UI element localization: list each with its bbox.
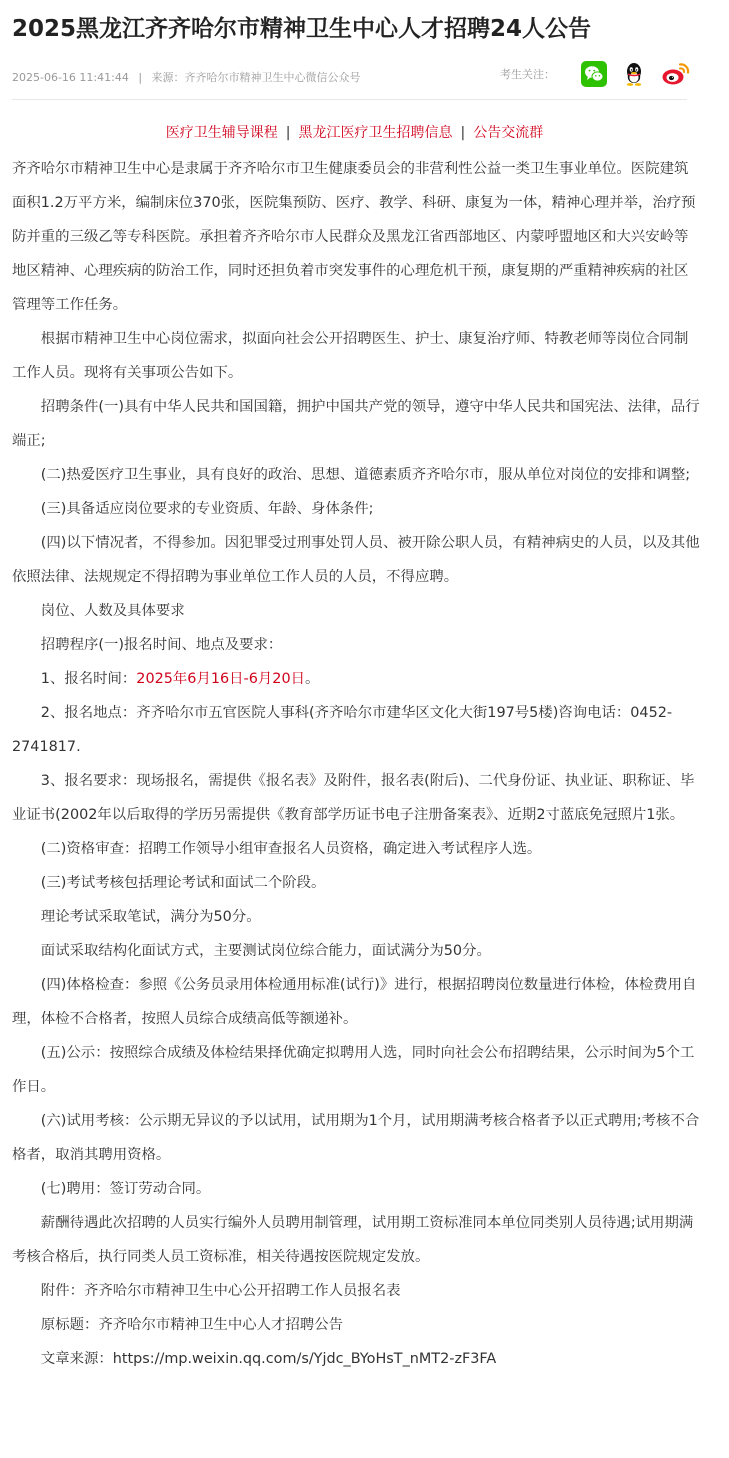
paragraph-text: (二)热爱医疗卫生事业，具有良好的政治、思想、道德素质齐齐哈尔市，服从单位对岗位的安排和调整;: [40, 467, 691, 483]
article-paragraph: [12, 1104, 700, 1172]
link-separator: |: [285, 125, 291, 141]
article-paragraph: [12, 832, 700, 866]
paragraph-text: 理论考试采取笔试，满分为50分。: [40, 909, 261, 925]
paragraph-text: (三)考试考核包括理论考试和面试二个阶段。: [40, 875, 326, 891]
paragraph-text: 面试采取结构化面试方式，主要测试岗位综合能力，面试满分为50分。: [40, 943, 491, 959]
link-exchange-group[interactable]: 公告交流群: [473, 125, 544, 141]
article-source: 来源：齐齐哈尔市精神卫生中心微信公众号: [151, 71, 361, 84]
article-paragraph: [12, 458, 700, 492]
link-medical-course[interactable]: 医疗卫生辅导课程: [165, 125, 278, 141]
paragraph-text: (六)试用考核：公示期无异议的予以试用，试用期为1个月，试用期满考核合格者予以正式聘用;考核不合格者，取消其聘用资格。: [12, 1113, 700, 1163]
article-paragraph: [12, 1172, 700, 1206]
wechat-icon[interactable]: [581, 61, 607, 87]
paragraph-text: 根据市精神卫生中心岗位需求，拟面向社会公开招聘医生、护士、康复治疗师、特教老师等岗位合同制工作人员。现将有关事项公告如下。: [12, 331, 689, 381]
paragraph-suffix: 。: [305, 671, 320, 687]
publish-datetime: 2025-06-16 11:41:44: [12, 71, 129, 84]
follow-label: 考生关注：: [500, 68, 555, 81]
paragraph-text: 1、报名时间：: [40, 671, 137, 687]
article-paragraph: [12, 900, 700, 934]
paragraph-text: 2、报名地点：齐齐哈尔市五官医院人事科(齐齐哈尔市建华区文化大街197号5楼)咨询电话：0452-2741817.: [12, 705, 673, 755]
weibo-icon[interactable]: [661, 61, 687, 87]
link-heilongjiang-recruitment[interactable]: 黑龙江医疗卫生招聘信息: [298, 125, 453, 141]
article-paragraph: [12, 696, 700, 764]
article-body: [12, 152, 700, 1376]
article-paragraph: [12, 934, 700, 968]
article-paragraph: [12, 968, 700, 1036]
paragraph-text: (四)以下情况者，不得参加。因犯罪受过刑事处罚人员、被开除公职人员，有精神病史的人员，以及其他依照法律、法规规定不得招聘为事业单位工作人员的人员，不得应聘。: [12, 535, 700, 585]
paragraph-text: 招聘程序(一)报名时间、地点及要求：: [40, 637, 283, 653]
article-meta: [12, 50, 687, 100]
paragraph-text: 文章来源：https://mp.weixin.qq.com/s/Yjdc_BYoHsT_nMT2-zF3FA: [40, 1351, 497, 1367]
paragraph-text: (四)体格检查：参照《公务员录用体检通用标准(试行)》进行，根据招聘岗位数量进行体检，体检费用自理，体检不合格者，按照人员综合成绩高低等额递补。: [12, 977, 697, 1027]
article-paragraph: [12, 526, 700, 594]
article-paragraph: [12, 492, 700, 526]
paragraph-text: 附件：齐齐哈尔市精神卫生中心公开招聘工作人员报名表: [40, 1283, 401, 1299]
article-paragraph: [12, 662, 700, 696]
article-paragraph: [12, 594, 700, 628]
article-paragraph: [12, 1308, 700, 1342]
article-title: 2025黑龙江齐齐哈尔市精神卫生中心人才招聘24人公告: [12, 16, 592, 42]
meta-divider: |: [138, 71, 143, 84]
article-paragraph: [12, 1274, 700, 1308]
follow-bar: [500, 60, 687, 88]
qq-icon[interactable]: [621, 61, 647, 87]
article-paragraph: [12, 1206, 700, 1274]
paragraph-text: 3、报名要求：现场报名，需提供《报名表》及附件，报名表(附后)、二代身份证、执业证、职称证、毕业证书(2002年以后取得的学历另需提供《教育部学历证书电子注册备案表》、近期2寸蓝底免冠照片1张。: [12, 773, 695, 823]
article-paragraph: [12, 1342, 700, 1376]
link-separator: |: [460, 125, 466, 141]
paragraph-text: 岗位、人数及具体要求: [40, 603, 185, 619]
paragraph-text: 薪酬待遇此次招聘的人员实行编外人员聘用制管理，试用期工资标准同本单位同类别人员待遇;试用期满考核合格后，执行同类人员工资标准，相关待遇按医院规定发放。: [12, 1215, 694, 1265]
meta-info: [12, 69, 361, 85]
article-paragraph: [12, 764, 700, 832]
paragraph-text: 原标题：齐齐哈尔市精神卫生中心人才招聘公告: [40, 1317, 344, 1333]
article-paragraph: [12, 1036, 700, 1104]
paragraph-text: (二)资格审查：招聘工作领导小组审查报名人员资格，确定进入考试程序人选。: [40, 841, 542, 857]
paragraph-text: 招聘条件(一)具有中华人民共和国国籍，拥护中国共产党的领导，遵守中华人民共和国宪法、法律，品行端正;: [12, 399, 700, 449]
paragraph-text: (七)聘用：签订劳动合同。: [40, 1181, 211, 1197]
article-paragraph: [12, 866, 700, 900]
article-paragraph: [12, 628, 700, 662]
paragraph-text: (三)具备适应岗位要求的专业资质、年龄、身体条件;: [40, 501, 374, 517]
related-links: [12, 121, 697, 145]
article-paragraph: [12, 322, 700, 390]
registration-date-highlight: 2025年6月16日-6月20日: [136, 671, 306, 687]
article-paragraph: [12, 152, 700, 322]
paragraph-text: (五)公示：按照综合成绩及体检结果择优确定拟聘用人选，同时向社会公布招聘结果，公示时间为5个工作日。: [12, 1045, 695, 1095]
article-paragraph: [12, 390, 700, 458]
paragraph-text: 齐齐哈尔市精神卫生中心是隶属于齐齐哈尔市卫生健康委员会的非营利性公益一类卫生事业单位。医院建筑面积1.2万平方米，编制床位370张，医院集预防、医疗、教学、科研、康复为一体，精神心理并举，治疗预防并重的三级乙等专科医院。承担着齐齐哈尔市人民群众及黑龙江省西部地区、内蒙呼盟地区和大兴安岭等地区精神、心理疾病的防治工作，同时还担负着市突发事件的心理危机干预，康复期的严重精神疾病的社区管理等工作任务。: [12, 161, 696, 313]
